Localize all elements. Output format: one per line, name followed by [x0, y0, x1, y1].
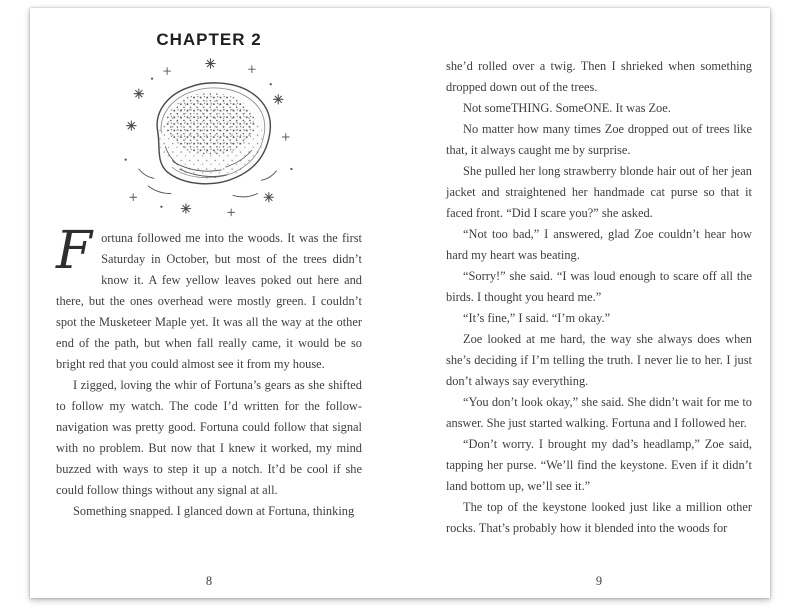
sparkle-icon [181, 204, 190, 213]
paragraph: I zigged, loving the whir of Fortuna’s gears as she shifted to follow my watch. The code I’d written for the follow-navigation was pretty good. Fortuna could follow that signal with no problem. But now that I knew it worked, my mind buzzed with ways to step it up a notch. It’d be cool if she could follow things without any signal at all. [56, 378, 362, 497]
paragraph: “It’s fine,” I said. “I’m okay.” [463, 311, 611, 325]
paragraph: She pulled her long strawberry blonde hair out of her jean jacket and straightened her handmade cat purse so that it faced front. “Did I scare you?” she asked. [446, 164, 752, 220]
paragraph: Not someTHING. SomeONE. It was Zoe. [463, 101, 671, 115]
paragraph: Something snapped. I glanced down at Fortuna, thinking [73, 504, 355, 518]
right-page [400, 8, 770, 598]
sparkle-icon [126, 121, 135, 130]
rock-sketch-svg [120, 56, 299, 218]
paragraph: The top of the keystone looked just like a million other rocks. That’s probably how it blended into the woods for [446, 500, 752, 535]
paragraph: “Not too bad,” I answered, glad Zoe couldn’t hear how hard my heart was beating. [446, 227, 752, 262]
paragraph: “You don’t look okay,” she said. She didn’t wait for me to answer. She just started walking. Fortuna and I followed her. [446, 395, 752, 430]
chapter-title: CHAPTER 2 [156, 30, 262, 49]
sparkle-icon [134, 89, 143, 98]
sparkle-icon [129, 194, 136, 201]
sparkle-icon [248, 66, 255, 73]
paragraph: Zoe looked at me hard, the way she always does when she’s deciding if I’m telling the truth. I never lie to her. I just don’t always say everything. [446, 332, 752, 388]
sparkle-icon [273, 95, 282, 104]
right-page-text [446, 56, 752, 539]
keystone-rock-illustration [56, 56, 362, 218]
left-page-number: 8 [205, 574, 213, 588]
right-page-number: 9 [595, 574, 603, 588]
left-page-text [56, 221, 362, 522]
left-page-column [56, 30, 362, 522]
paragraph: “Sorry!” she said. “I was loud enough to scare off all the birds. I thought you heard me.” [446, 269, 752, 304]
paragraph: No matter how many times Zoe dropped out of trees like that, it always caught me by surprise. [446, 122, 752, 157]
book-spread [30, 8, 770, 598]
drop-cap: F [56, 221, 93, 281]
sparkle-icon [264, 193, 273, 202]
right-page-column [446, 56, 752, 539]
sparkle-icon [282, 134, 289, 141]
sparkle-icon [227, 209, 234, 216]
sparkle-icon [205, 59, 214, 68]
paragraph: she’d rolled over a twig. Then I shrieked when something dropped down out of the trees. [446, 59, 752, 94]
paragraph: Fortuna followed me into the woods. It was the first Saturday in October, but most of the trees didn’t know it. A few yellow leaves poked out here and there, but the ones overhead were mostly green. I couldn’t spot the Musketeer Maple yet. It was all the way at the other end of the path, but when fall really came, it would be so bright red that you could almost see it from my house. [56, 221, 362, 371]
sparkle-icon [163, 68, 170, 75]
paragraph: “Don’t worry. I brought my dad’s headlamp,” Zoe said, tapping her purse. “We’ll find the keystone. Even if it didn’t land bottom up, we’ll see it.” [446, 437, 752, 493]
left-page [30, 8, 400, 598]
